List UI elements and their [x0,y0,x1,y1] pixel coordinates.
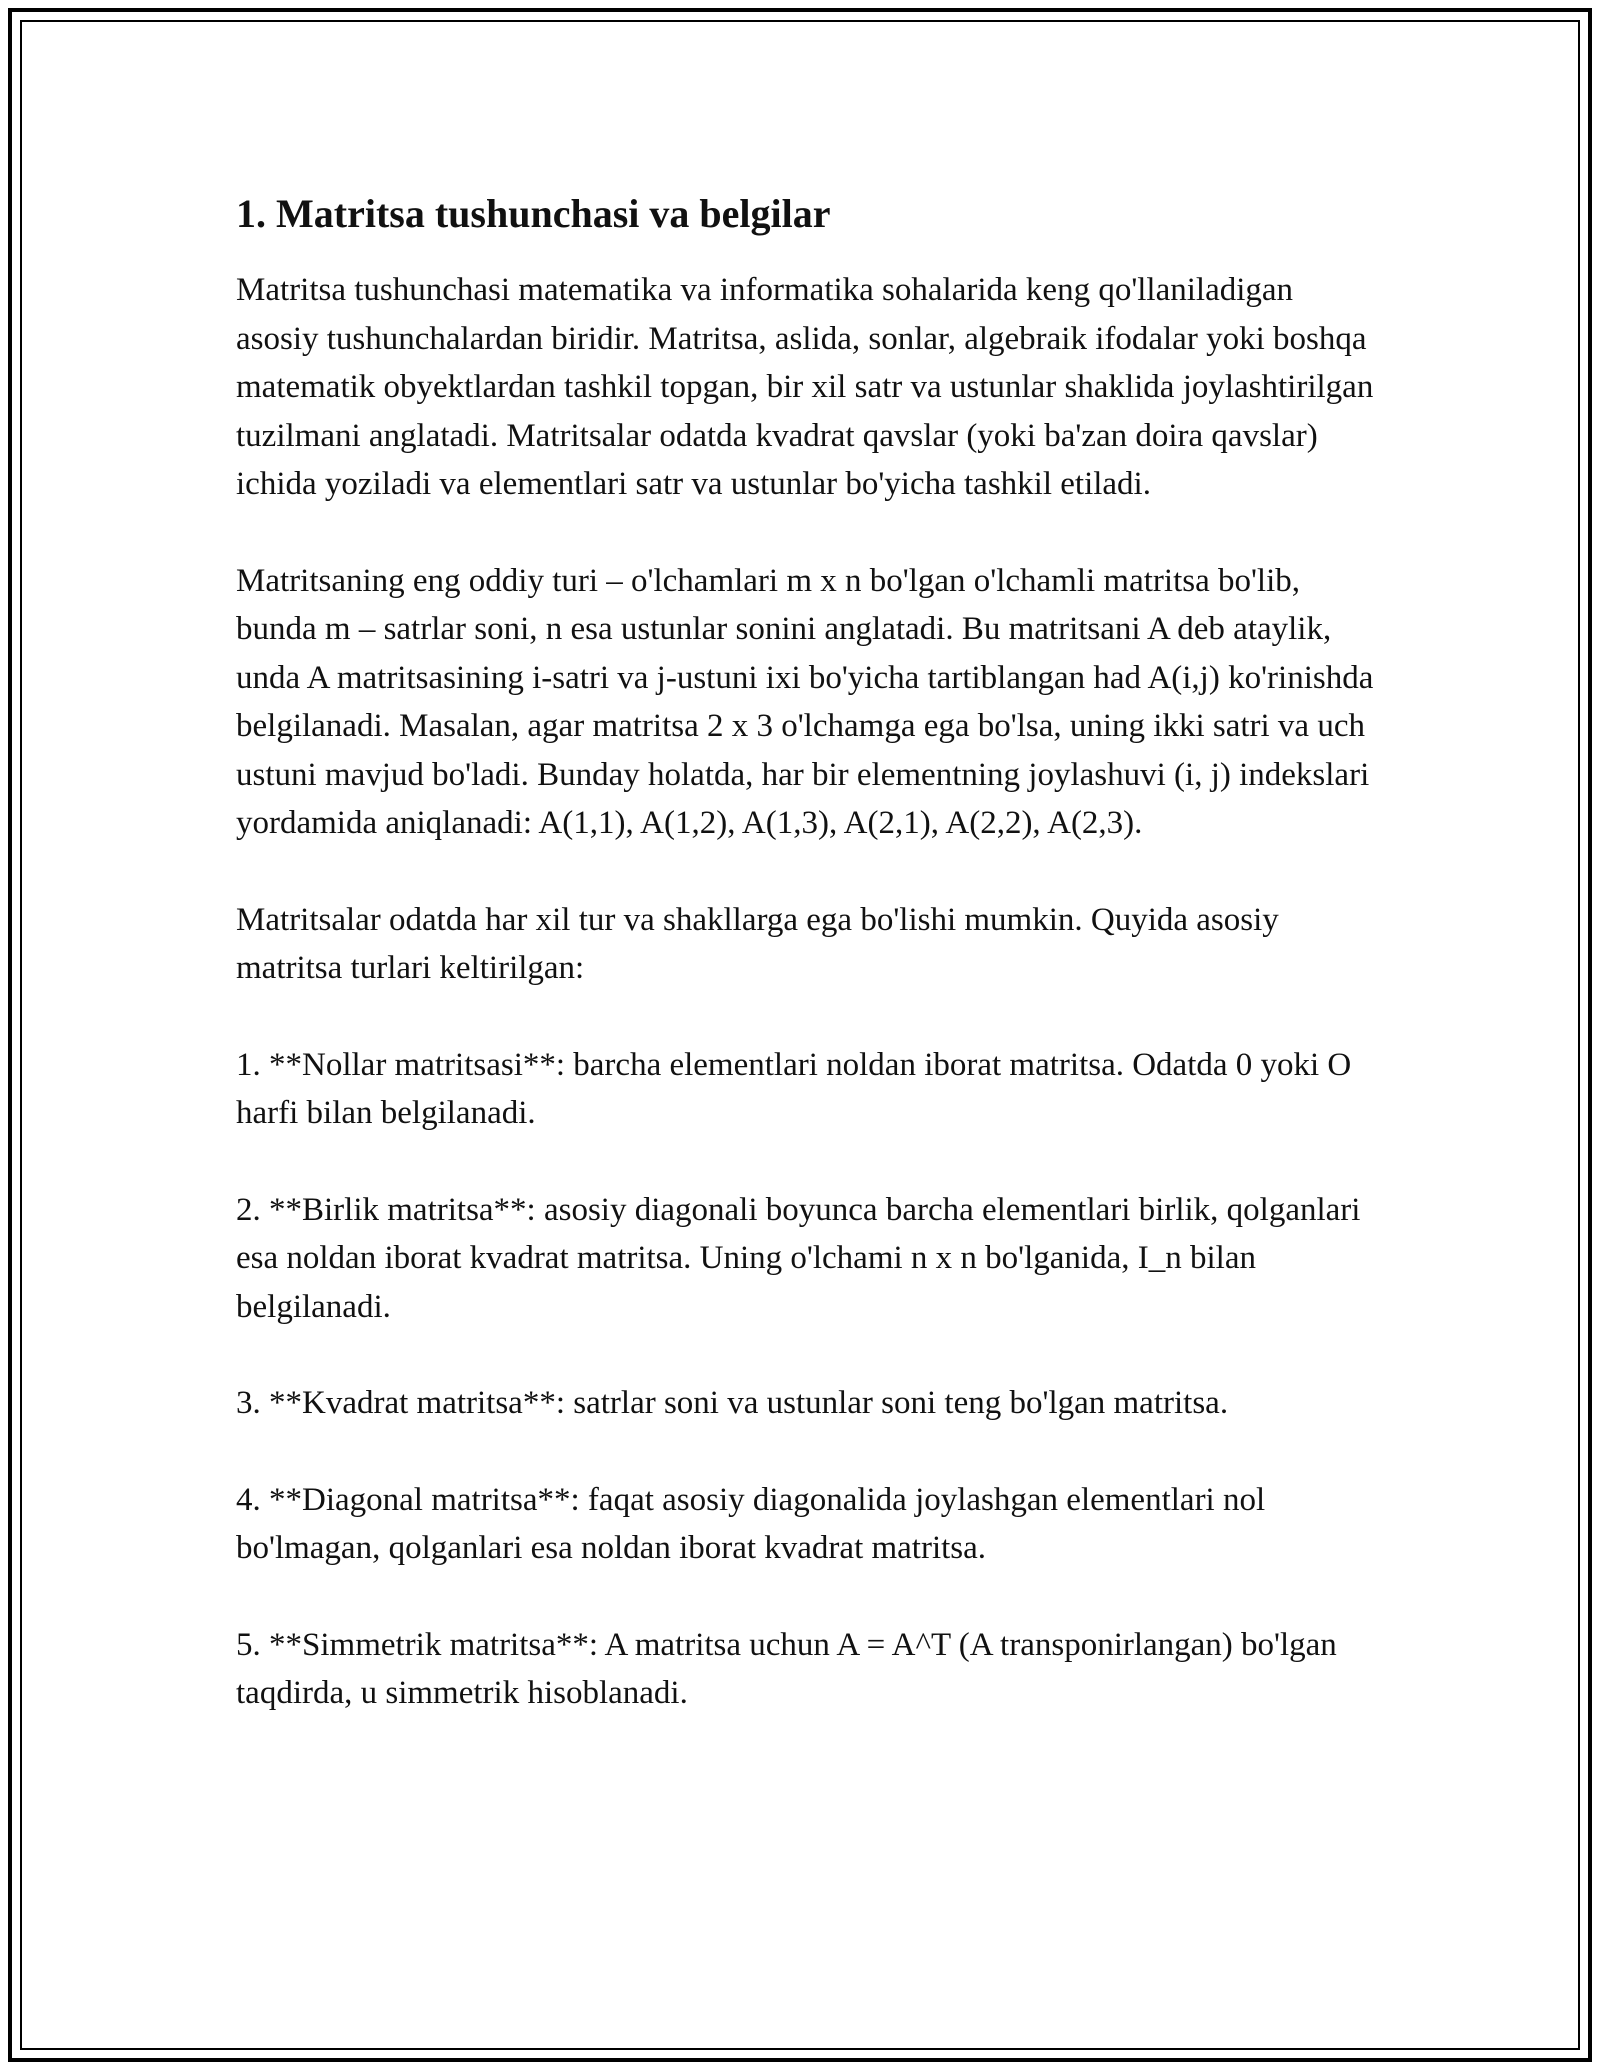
paragraph-intro: Matritsa tushunchasi matematika va informatika sohalarida keng qo'llaniladigan asosiy tushunchalardan biridir. Matritsa, aslida, sonlar, algebraik ifodalar yoki boshqa matematik obyektlardan tashkil topgan, bir xil satr va ustunlar shaklida joylashtirilgan tuzilmani anglatadi. Matritsalar odatda kvadrat qavslar (yoki ba'zan doira qavslar) ichida yoziladi va elementlari satr va ustunlar bo'yicha tashkil etiladi. [236,272,1374,502]
document-body [236,186,1376,1766]
list-item-diagonal-matrix: 4. **Diagonal matritsa**: faqat asosiy diagonalida joylashgan elementlari nol bo'lmagan, qolganlari esa noldan iborat kvadrat matritsa. [236,1481,1266,1566]
list-item-square-matrix: 3. **Kvadrat matritsa**: satrlar soni va ustunlar soni teng bo'lgan matritsa. [236,1385,1229,1421]
paragraph-types-intro: Matritsalar odatda har xil tur va shakllarga ega bo'lishi mumkin. Quyida asosiy matritsa turlari keltirilgan: [236,901,1279,986]
list-item-zero-matrix: 1. **Nollar matritsasi**: barcha elementlari noldan iborat matritsa. Odatda 0 yoki O harfi bilan belgilanadi. [236,1046,1352,1131]
list-item-identity-matrix: 2. **Birlik matritsa**: asosiy diagonali boyunca barcha elementlari birlik, qolganlari esa noldan iborat kvadrat matritsa. Uning o'lchami n x n bo'lganida, I_n bilan belgilanadi. [236,1191,1361,1325]
section-heading: 1. Matritsa tushunchasi va belgilar [236,191,831,236]
paragraph-dimensions: Matritsaning eng oddiy turi – o'lchamlari m x n bo'lgan o'lchamli matritsa bo'lib, bunda m – satrlar soni, n esa ustunlar sonini anglatadi. Bu matritsani A deb ataylik, unda A matritsasining i-satri va j-ustuni ixi bo'yicha tartiblangan had A(i,j) ko'rinishda belgilanadi. Masalan, agar matritsa 2 x 3 o'lchamga ega bo'lsa, uning ikki satri va uch ustuni mavjud bo'ladi. Bunday holatda, har bir elementning joylashuvi (i, j) indekslari yordamida aniqlanadi: A(1,1), A(1,2), A(1,3), A(2,1), A(2,2), A(2,3). [236,562,1374,841]
list-item-symmetric-matrix: 5. **Simmetrik matritsa**: A matritsa uchun A = A^T (A transponirlangan) bo'lgan taqdirda, u simmetrik hisoblanadi. [236,1626,1337,1711]
